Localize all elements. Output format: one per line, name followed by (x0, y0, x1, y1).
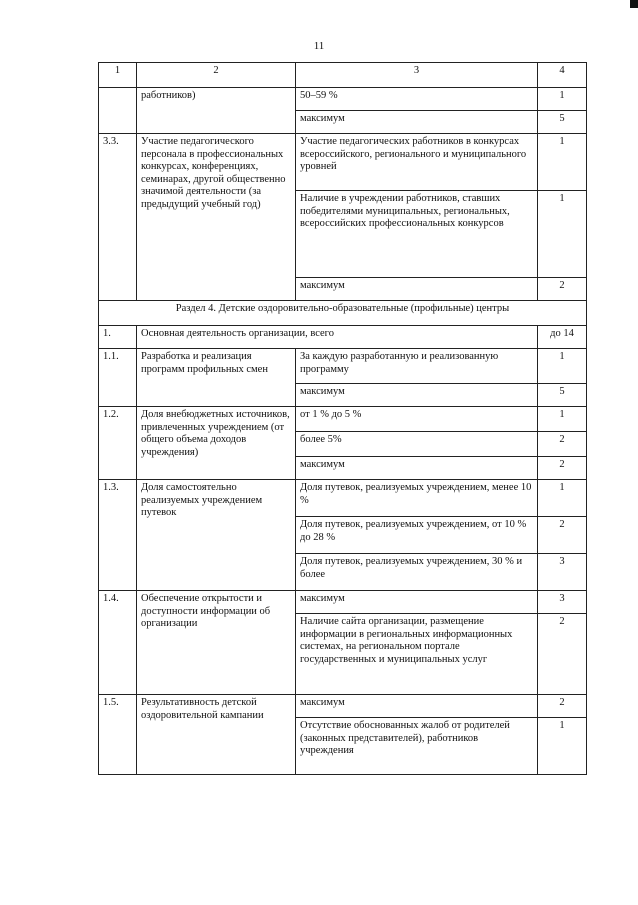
header-cell: 3 (296, 63, 538, 88)
table-row (99, 480, 587, 517)
criterion: За каждую разработанную и реализованную программу (296, 349, 538, 384)
criterion: Доля путевок, реализуемых учреждением, от 10 % до 28 % (296, 517, 538, 554)
criterion: максимум (296, 384, 538, 407)
header-cell: 2 (137, 63, 296, 88)
item-name: Доля самостоятельно реализуемых учреждением путевок (137, 480, 296, 591)
item-number: 1. (99, 326, 137, 349)
criterion: 50–59 % (296, 88, 538, 111)
table-row (99, 695, 587, 718)
table-row (99, 326, 587, 349)
item-name: Обеспечение открытости и доступности информации об организации (137, 591, 296, 695)
criterion: от 1 % до 5 % (296, 407, 538, 432)
score: 2 (538, 695, 587, 718)
criterion: максимум (296, 457, 538, 480)
section-row (99, 301, 587, 326)
criterion: Наличие сайта организации, размещение информации в региональных информационных системах, на региональном портале государственных и муниципальных услуг (296, 614, 538, 695)
item-number: 3.3. (99, 134, 137, 301)
score: 2 (538, 432, 587, 457)
score: до 14 (538, 326, 587, 349)
score: 3 (538, 554, 587, 591)
criterion: Отсутствие обоснованных жалоб от родителей (законных представителей), работников учреждения (296, 718, 538, 775)
section-title: Раздел 4. Детские оздоровительно-образовательные (профильные) центры (99, 301, 587, 326)
item-name: работников) (137, 88, 296, 134)
criterion: Участие педагогических работников в конкурсах всероссийского, регионального и муниципального уровней (296, 134, 538, 191)
score: 1 (538, 480, 587, 517)
item-number: 1.2. (99, 407, 137, 480)
score: 1 (538, 88, 587, 111)
table-row (99, 88, 587, 111)
scan-mark (630, 0, 638, 8)
score: 2 (538, 517, 587, 554)
item-number: 1.1. (99, 349, 137, 407)
header-cell: 4 (538, 63, 587, 88)
table-row (99, 349, 587, 384)
criteria-table (98, 62, 587, 775)
criterion: максимум (296, 695, 538, 718)
header-row (99, 63, 587, 88)
criterion: более 5% (296, 432, 538, 457)
criterion: Доля путевок, реализуемых учреждением, 30 % и более (296, 554, 538, 591)
score: 1 (538, 349, 587, 384)
header-cell: 1 (99, 63, 137, 88)
score: 3 (538, 591, 587, 614)
item-number: 1.5. (99, 695, 137, 775)
criterion: Доля путевок, реализуемых учреждением, менее 10 % (296, 480, 538, 517)
table-row (99, 407, 587, 432)
score: 2 (538, 614, 587, 695)
score: 1 (538, 134, 587, 191)
item-number (99, 88, 137, 134)
criterion: максимум (296, 278, 538, 301)
item-name: Результативность детской оздоровительной кампании (137, 695, 296, 775)
page-number: 11 (313, 40, 325, 52)
score: 5 (538, 111, 587, 134)
criterion: максимум (296, 591, 538, 614)
score: 1 (538, 407, 587, 432)
item-number: 1.4. (99, 591, 137, 695)
item-name: Доля внебюджетных источников, привлеченных учреждением (от общего объема доходов учреждения) (137, 407, 296, 480)
item-name: Основная деятельность организации, всего (137, 326, 538, 349)
score: 1 (538, 718, 587, 775)
score: 5 (538, 384, 587, 407)
item-name: Участие педагогического персонала в профессиональных конкурсах, конференциях, семинарах, другой общественно значимой деятельности (за предыдущий учебный год) (137, 134, 296, 301)
score: 1 (538, 191, 587, 278)
score: 2 (538, 457, 587, 480)
table-row (99, 134, 587, 191)
score: 2 (538, 278, 587, 301)
item-number: 1.3. (99, 480, 137, 591)
criterion: максимум (296, 111, 538, 134)
criterion: Наличие в учреждении работников, ставших победителями муниципальных, региональных, всероссийских профессиональных конкурсов (296, 191, 538, 278)
item-name: Разработка и реализация программ профильных смен (137, 349, 296, 407)
table-row (99, 591, 587, 614)
